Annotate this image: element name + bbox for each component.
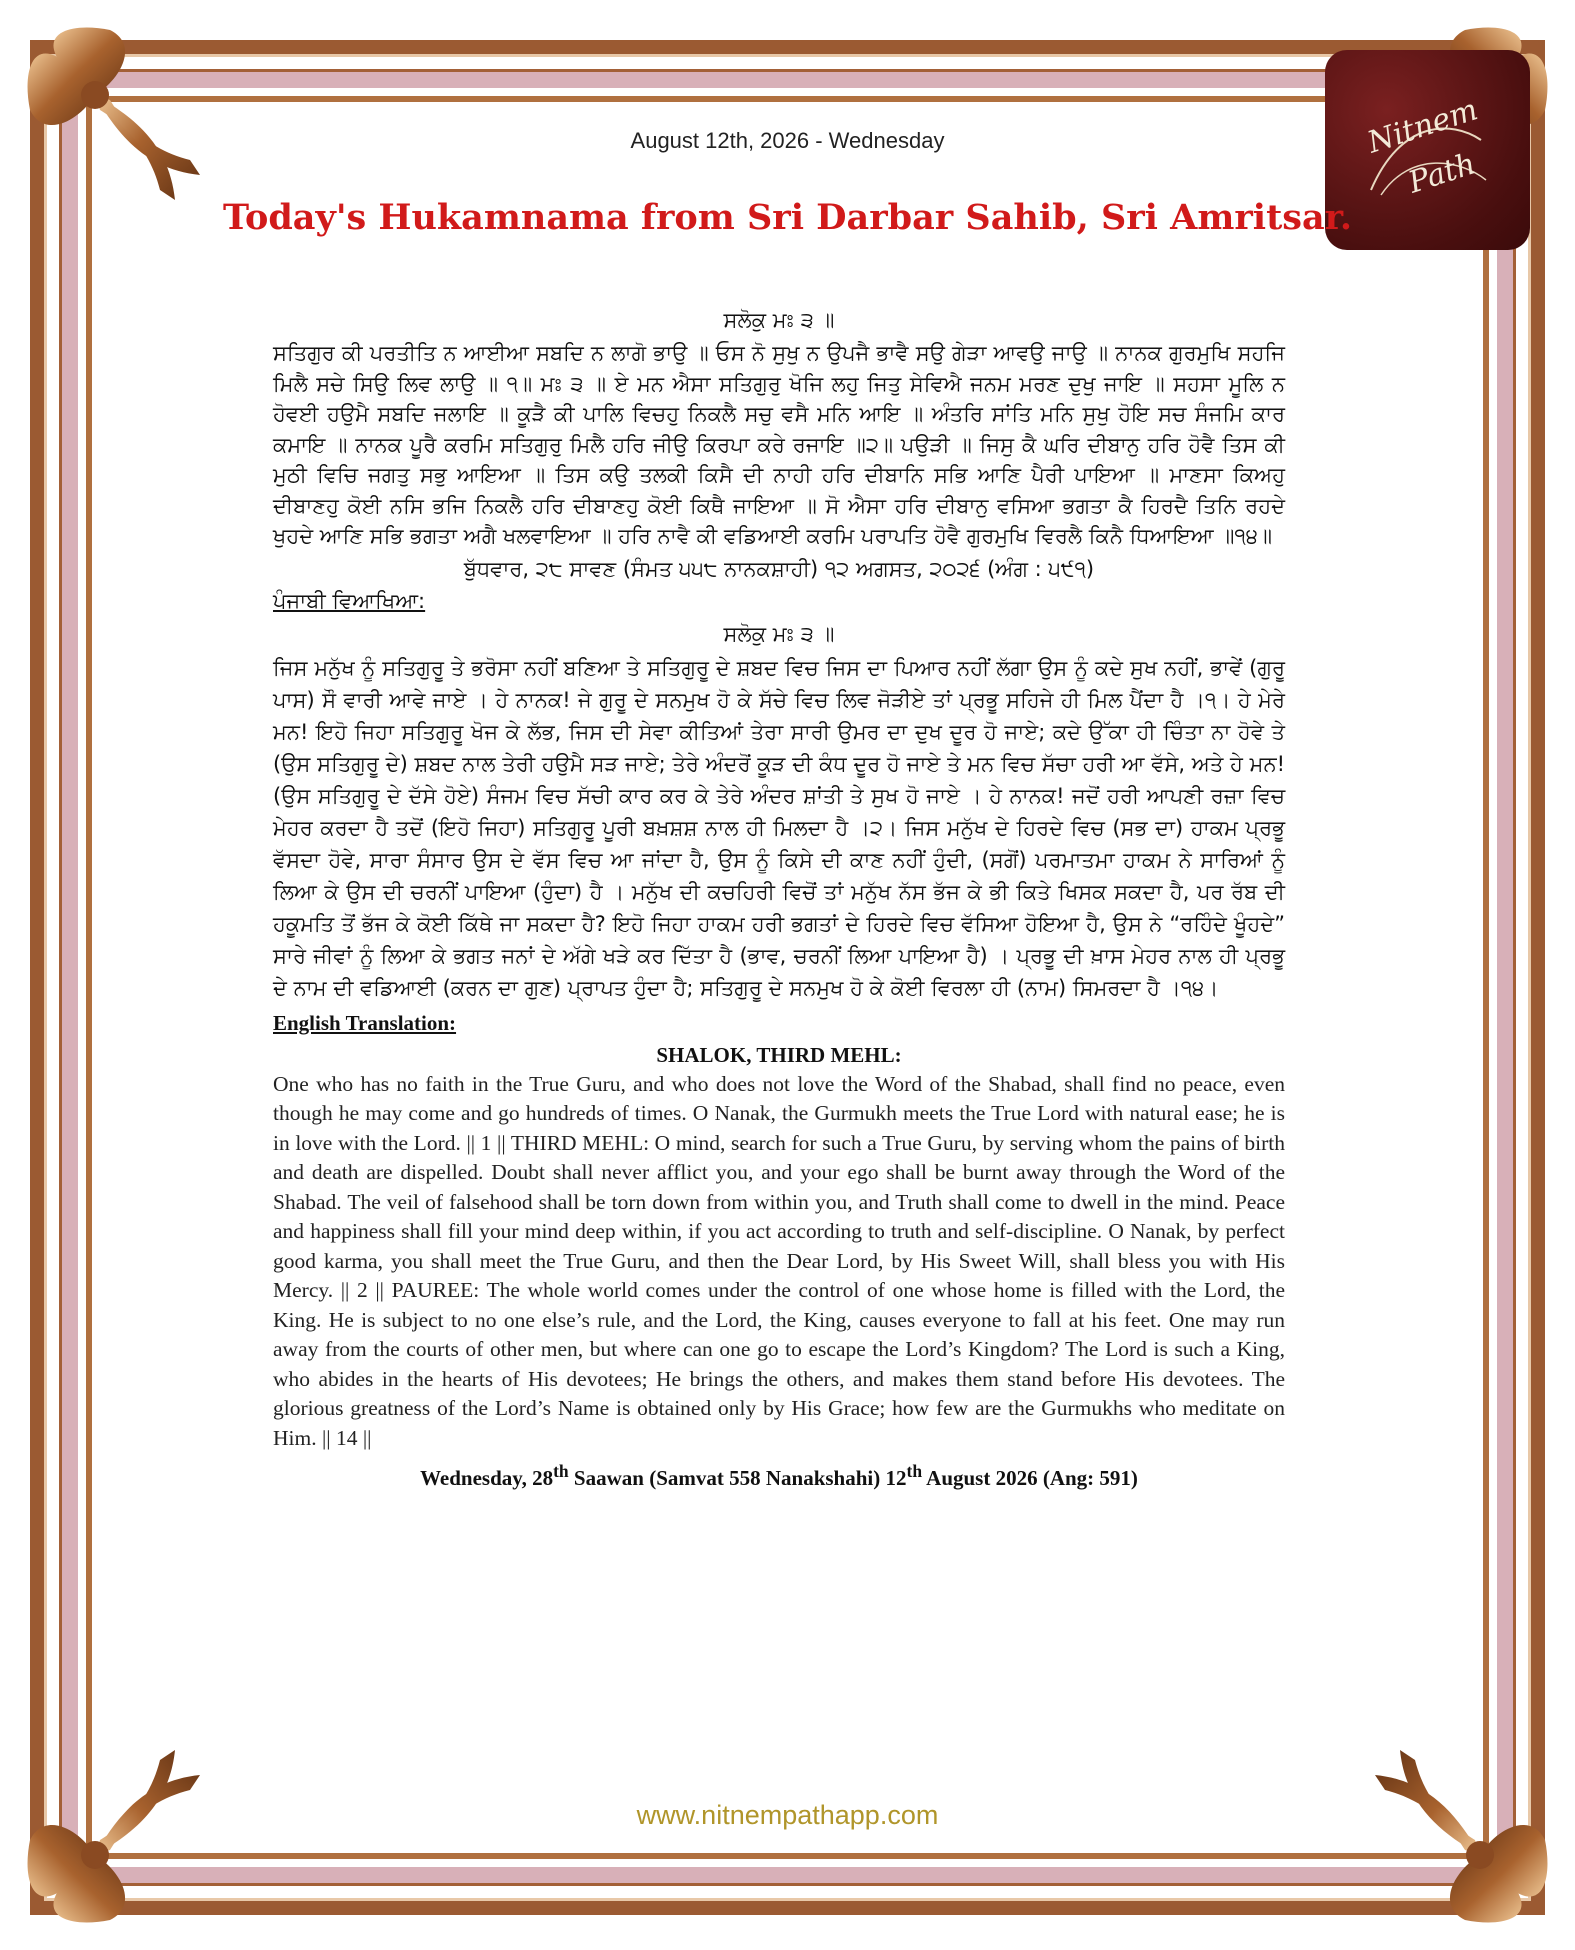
corner-ribbon-top-left <box>0 0 230 230</box>
english-date <box>273 1453 1285 1496</box>
gurmukhi-heading: ਸਲੋਕੁ ਮਃ ੩ ॥ <box>723 308 835 332</box>
english-date-sup2: th <box>906 1461 923 1481</box>
english-heading: SHALOK, THIRD MEHL: <box>656 1042 902 1067</box>
english-date-part1: Wednesday, 28 <box>420 1466 554 1490</box>
page-date: August 12th, 2026 - Wednesday <box>630 128 945 153</box>
punjabi-section-label: ਪੰਜਾਬੀ ਵਿਆਖਿਆ: <box>273 588 426 613</box>
hukamnama-content <box>273 302 1285 1496</box>
corner-ribbon-bottom-right <box>1345 1720 1575 1950</box>
english-date-sup1: th <box>553 1461 569 1481</box>
punjabi-explanation: ਜਿਸ ਮਨੁੱਖ ਨੂੰ ਸਤਿਗੁਰੂ ਤੇ ਭਰੋਸਾ ਨਹੀਂ ਬਣਿਆ ਤੇ ਸਤਿਗੁਰੂ ਦੇ ਸ਼ਬਦ ਵਿਚ ਜਿਸ ਦਾ ਪਿਆਰ ਨਹੀਂ ਲੱਗਾ ਉਸ ਨੂੰ ਕਦੇ ਸੁਖ ਨਹੀਂ, ਭਾਵੇਂ (ਗੁਰੂ ਪਾਸ) ਸੌ ਵਾਰੀ ਆਵੇ ਜਾਏ । ਹੇ ਨਾਨਕ! ਜੇ ਗੁਰੂ ਦੇ ਸਨਮੁਖ ਹੋ ਕੇ ਸੱਚੇ ਵਿਚ ਲਿਵ ਜੋੜੀਏ ਤਾਂ ਪ੍ਰਭੂ ਸਹਿਜੇ ਹੀ ਮਿਲ ਪੈਂਦਾ ਹੈ ।੧। ਹੇ ਮੇਰੇ ਮਨ! ਇਹੋ ਜਿਹਾ ਸਤਿਗੁਰੂ ਖੋਜ ਕੇ ਲੱਭ, ਜਿਸ ਦੀ ਸੇਵਾ ਕੀਤਿਆਂ ਤੇਰਾ ਸਾਰੀ ਉਮਰ ਦਾ ਦੁਖ ਦੂਰ ਹੋ ਜਾਏ; ਕਦੇ ਉੱਕਾ ਹੀ ਚਿੰਤਾ ਨਾ ਹੋਵੇ ਤੇ (ਉਸ ਸਤਿਗੁਰੂ ਦੇ) ਸ਼ਬਦ ਨਾਲ ਤੇਰੀ ਹਉਮੈ ਸੜ ਜਾਏ; ਤੇਰੇ ਅੰਦਰੋਂ ਕੂੜ ਦੀ ਕੰਧ ਦੂਰ ਹੋ ਜਾਏ ਤੇ ਮਨ ਵਿਚ ਸੱਚਾ ਹਰੀ ਆ ਵੱਸੇ, ਅਤੇ ਹੇ ਮਨ! (ਉਸ ਸਤਿਗੁਰੂ ਦੇ ਦੱਸੇ ਹੋਏ) ਸੰਜਮ ਵਿਚ ਸੱਚੀ ਕਾਰ ਕਰ ਕੇ ਤੇਰੇ ਅੰਦਰ ਸ਼ਾਂਤੀ ਤੇ ਸੁਖ ਹੋ ਜਾਏ । ਹੇ ਨਾਨਕ! ਜਦੋਂ ਹਰੀ ਆਪਣੀ ਰਜ਼ਾ ਵਿਚ ਮੇਹਰ ਕਰਦਾ ਹੈ ਤਦੋਂ (ਇਹੋ ਜਿਹਾ) ਸਤਿਗੁਰੂ ਪੂਰੀ ਬਖ਼ਸ਼ਸ਼ ਨਾਲ ਹੀ ਮਿਲਦਾ ਹੈ ।੨। ਜਿਸ ਮਨੁੱਖ ਦੇ ਹਿਰਦੇ ਵਿਚ (ਸਭ ਦਾ) ਹਾਕਮ ਪ੍ਰਭੂ ਵੱਸਦਾ ਹੋਵੇ, ਸਾਰਾ ਸੰਸਾਰ ਉਸ ਦੇ ਵੱਸ ਵਿਚ ਆ ਜਾਂਦਾ ਹੈ, ਉਸ ਨੂੰ ਕਿਸੇ ਦੀ ਕਾਣ ਨਹੀਂ ਹੁੰਦੀ, (ਸਗੋਂ) ਪਰਮਾਤਮਾ ਹਾਕਮ ਨੇ ਸਾਰਿਆਂ ਨੂੰ ਲਿਆ ਕੇ ਉਸ ਦੀ ਚਰਨੀਂ ਪਾਇਆ (ਹੁੰਦਾ) ਹੈ । ਮਨੁੱਖ ਦੀ ਕਚਹਿਰੀ ਵਿਚੋਂ ਤਾਂ ਮਨੁੱਖ ਨੱਸ ਭੱਜ ਕੇ ਭੀ ਕਿਤੇ ਖਿਸਕ ਸਕਦਾ ਹੈ, ਪਰ ਰੱਬ ਦੀ ਹਕੂਮਤਿ ਤੋਂ ਭੱਜ ਕੇ ਕੋਈ ਕਿੱਥੇ ਜਾ ਸਕਦਾ ਹੈ? ਇਹੋ ਜਿਹਾ ਹਾਕਮ ਹਰੀ ਭਗਤਾਂ ਦੇ ਹਿਰਦੇ ਵਿਚ ਵੱਸਿਆ ਹੋਇਆ ਹੈ, ਉਸ ਨੇ “ਰਹਿੰਦੇ ਖੂੰਹਦੇ” ਸਾਰੇ ਜੀਵਾਂ ਨੂੰ ਲਿਆ ਕੇ ਭਗਤ ਜਨਾਂ ਦੇ ਅੱਗੇ ਖੜੇ ਕਰ ਦਿੱਤਾ ਹੈ (ਭਾਵ, ਚਰਨੀਂ ਲਿਆ ਪਾਇਆ ਹੈ) । ਪ੍ਰਭੂ ਦੀ ਖ਼ਾਸ ਮੇਹਰ ਨਾਲ ਹੀ ਪ੍ਰਭੂ ਦੇ ਨਾਮ ਦੀ ਵਡਿਆਈ (ਕਰਨ ਦਾ ਗੁਣ) ਪ੍ਰਾਪਤ ਹੁੰਦਾ ਹੈ; ਸਤਿਗੁਰੂ ਦੇ ਸਨਮੁਖ ਹੋ ਕੇ ਕੋਈ ਵਿਰਲਾ ਹੀ (ਨਾਮ) ਸਿਮਰਦਾ ਹੈ ।੧੪। <box>273 655 1285 1000</box>
logo-text-line1: Nitnem <box>1363 92 1482 161</box>
english-section-label: English Translation: <box>273 1010 457 1035</box>
punjabi-heading: ਸਲੋਕੁ ਮਃ ੩ ॥ <box>723 621 835 646</box>
website-link[interactable]: www.nitnempathapp.com <box>636 1800 939 1830</box>
gurmukhi-text: ਸਤਿਗੁਰ ਕੀ ਪਰਤੀਤਿ ਨ ਆਈਆ ਸਬਦਿ ਨ ਲਾਗੋ ਭਾਉ ॥ ਓਸ ਨੋ ਸੁਖੁ ਨ ਉਪਜੈ ਭਾਵੈ ਸਉ ਗੇੜਾ ਆਵਉ ਜਾਉ ॥ ਨਾਨਕ ਗੁਰਮੁਖਿ ਸਹਜਿ ਮਿਲੈ ਸਚੇ ਸਿਉ ਲਿਵ ਲਾਉ ॥ ੧॥ ਮਃ ੩ ॥ ਏ ਮਨ ਐਸਾ ਸਤਿਗੁਰੁ ਖੋਜਿ ਲਹੁ ਜਿਤੁ ਸੇਵਿਐ ਜਨਮ ਮਰਣ ਦੁਖੁ ਜਾਇ ॥ ਸਹਸਾ ਮੂਲਿ ਨ ਹੋਵਈ ਹਉਮੈ ਸਬਦਿ ਜਲਾਇ ॥ ਕੂੜੈ ਕੀ ਪਾਲਿ ਵਿਚਹੁ ਨਿਕਲੈ ਸਚੁ ਵਸੈ ਮਨਿ ਆਇ ॥ ਅੰਤਰਿ ਸਾਂਤਿ ਮਨਿ ਸੁਖੁ ਹੋਇ ਸਚ ਸੰਜਮਿ ਕਾਰ ਕਮਾਇ ॥ ਨਾਨਕ ਪੂਰੈ ਕਰਮਿ ਸਤਿਗੁਰੁ ਮਿਲੈ ਹਰਿ ਜੀਉ ਕਿਰਪਾ ਕਰੇ ਰਜਾਇ ॥੨॥ ਪਉੜੀ ॥ ਜਿਸੁ ਕੈ ਘਰਿ ਦੀਬਾਨੁ ਹਰਿ ਹੋਵੈ ਤਿਸ ਕੀ ਮੁਠੀ ਵਿਚਿ ਜਗਤੁ ਸਭੁ ਆਇਆ ॥ ਤਿਸ ਕਉ ਤਲਕੀ ਕਿਸੈ ਦੀ ਨਾਹੀ ਹਰਿ ਦੀਬਾਨਿ ਸਭਿ ਆਣਿ ਪੈਰੀ ਪਾਇਆ ॥ ਮਾਣਸਾ ਕਿਅਹੁ ਦੀਬਾਣਹੁ ਕੋਈ ਨਸਿ ਭਜਿ ਨਿਕਲੈ ਹਰਿ ਦੀਬਾਣਹੁ ਕੋਈ ਕਿਥੈ ਜਾਇਆ ॥ ਸੋ ਐਸਾ ਹਰਿ ਦੀਬਾਨੁ ਵਸਿਆ ਭਗਤਾ ਕੈ ਹਿਰਦੈ ਤਿਨਿ ਰਹਦੇ ਖੁਹਦੇ ਆਣਿ ਸਭਿ ਭਗਤਾ ਅਗੈ ਖਲਵਾਇਆ ॥ ਹਰਿ ਨਾਵੈ ਕੀ ਵਡਿਆਈ ਕਰਮਿ ਪਰਾਪਤਿ ਹੋਵੈ ਗੁਰਮੁਖਿ ਵਿਰਲੈ ਕਿਨੈ ਧਿਆਇਆ ॥੧੪॥ <box>273 341 1285 548</box>
english-translation: One who has no faith in the True Guru, and who does not love the Word of the Shabad, shall find no peace, even though he may come and go hundreds of times. O Nanak, the Gurmukh meets the True Lord with natural ease; he is in love with the Lord. || 1 || THIRD MEHL: O mind, search for such a True Guru, by serving whom the pains of birth and death are dispelled. Doubt shall never afflict you, and your ego shall be burnt away through the Word of the Shabad. The veil of falsehood shall be torn down from within you, and Truth shall come to dwell in the mind. Peace and happiness shall fill your mind deep within, if you act according to truth and self-discipline. O Nanak, by perfect good karma, you shall meet the True Guru, and then the Dear Lord, by His Sweet Will, shall bless you with His Mercy. || 2 || PAUREE: The whole world comes under the control of one whose home is filled with the Lord, the King. He is subject to no one else’s rule, and the Lord, the King, causes everyone to fall at his feet. One may run away from the courts of other men, but where can one go to escape the Lord’s Kingdom? The Lord is such a King, who abides in the hearts of His devotees; He brings the others, and makes them stand before His devotees. The glorious greatness of the Lord’s Name is obtained only by His Grace; how few are the Gurmukhs who meditate on Him. || 14 || <box>273 1071 1285 1450</box>
english-date-part2: Saawan (Samvat 558 Nanakshahi) 12 <box>568 1466 907 1490</box>
page-title: Today's Hukamnama from Sri Darbar Sahib, Sri Amritsar. <box>222 197 1353 238</box>
corner-ribbon-bottom-left <box>0 1720 230 1950</box>
english-date-part3: August 2026 (Ang: 591) <box>922 1466 1138 1490</box>
gurmukhi-date: ਬੁੱਧਵਾਰ, ੨੮ ਸਾਵਣ (ਸੰਮਤ ੫੫੮ ਨਾਨਕਸ਼ਾਹੀ) ੧੨ ਅਗਸਤ, ੨੦੨੬ (ਅੰਗ : ੫੯੧) <box>463 556 1095 581</box>
logo-text-line2: Path <box>1404 146 1481 201</box>
